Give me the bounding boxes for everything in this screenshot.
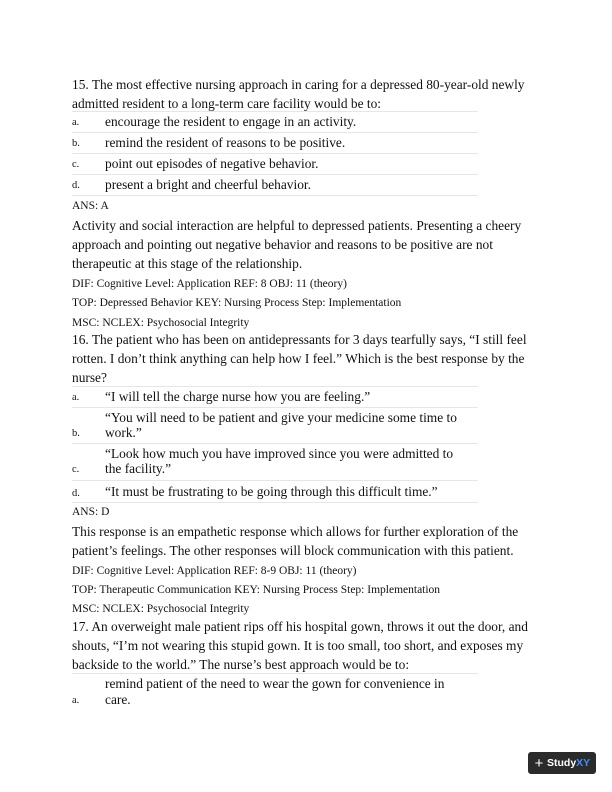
- q17-stem-line: 17. An overweight male patient rips off his hospital gown, throws it out the door, and: [72, 619, 528, 634]
- plus-icon: +: [534, 754, 544, 772]
- q15-option-a-letter: a.: [72, 117, 80, 128]
- q16-answer: ANS: D: [72, 506, 110, 518]
- divider: [72, 153, 478, 154]
- q16-rationale-line: This response is an empathetic response which allows for further exploration of the: [72, 524, 519, 539]
- q16-option-a-letter: a.: [72, 392, 80, 403]
- q16-option-c-letter: c.: [72, 464, 80, 475]
- divider: [72, 174, 478, 175]
- q15-option-b: remind the resident of reasons to be positive.: [105, 135, 346, 150]
- q17-option-a-line1: remind patient of the need to wear the gown for convenience in: [105, 676, 445, 691]
- divider: [72, 386, 478, 387]
- q16-option-c-line1: “Look how much you have improved since you were admitted to: [105, 446, 454, 461]
- q15-option-a: encourage the resident to engage in an activity.: [105, 114, 357, 129]
- q15-option-c: point out episodes of negative behavior.: [105, 156, 319, 171]
- divider: [72, 480, 478, 481]
- q16-option-b-line1: “You will need to be patient and give your medicine some time to: [105, 410, 457, 425]
- brand-study: Study: [547, 757, 577, 769]
- q15-rationale-line: therapeutic at this stage of the relationship.: [72, 256, 303, 271]
- q15-option-d: present a bright and cheerful behavior.: [105, 177, 311, 192]
- q15-option-b-letter: b.: [72, 138, 80, 149]
- q15-meta-msc: MSC: NCLEX: Psychosocial Integrity: [72, 317, 250, 329]
- q16-option-d: “It must be frustrating to be going through this difficult time.”: [105, 484, 438, 499]
- brand-xy: XY: [576, 757, 591, 769]
- q16-option-b-line2: work.”: [105, 425, 142, 440]
- divider: [72, 407, 478, 408]
- q15-stem-line1: 15. The most effective nursing approach in caring for a depressed 80-year-old newly: [72, 77, 525, 92]
- q15-option-c-letter: c.: [72, 159, 80, 170]
- q16-stem-line: rotten. I don’t think anything can help how I feel.” Which is the best response by the: [72, 351, 525, 366]
- q15-rationale-line: approach and pointing out negative behavior and reasons to be positive are not: [72, 237, 493, 252]
- q15-meta-top: TOP: Depressed Behavior KEY: Nursing Process Step: Implementation: [72, 297, 402, 309]
- q17-option-a-line2: care.: [105, 692, 131, 707]
- q15-rationale-line: Activity and social interaction are helpful to depressed patients. Presenting a cheery: [72, 218, 522, 233]
- q15-meta-dif: DIF: Cognitive Level: Application REF: 8 OBJ: 11 (theory): [72, 278, 347, 290]
- q15-answer: ANS: A: [72, 200, 109, 212]
- q16-option-b-letter: b.: [72, 428, 80, 439]
- q16-meta-msc: MSC: NCLEX: Psychosocial Integrity: [72, 603, 250, 615]
- q15-stem-line2: admitted resident to a long-term care facility would be to:: [72, 96, 381, 111]
- divider: [72, 195, 478, 196]
- q16-meta-dif: DIF: Cognitive Level: Application REF: 8-9 OBJ: 11 (theory): [72, 565, 357, 577]
- q16-stem-line: 16. The patient who has been on antidepressants for 3 days tearfully says, “I still feel: [72, 332, 527, 347]
- q16-stem-line: nurse?: [72, 370, 107, 385]
- divider: [72, 443, 478, 444]
- q16-option-a: “I will tell the charge nurse how you are feeling.”: [105, 389, 371, 404]
- q17-stem-line: shouts, “I’m not wearing this stupid gown. It is too small, too short, and exposes my: [72, 638, 524, 653]
- divider: [72, 673, 478, 674]
- q16-rationale-line: patient’s feelings. The other responses will block communication with this patient.: [72, 543, 514, 558]
- q15-option-d-letter: d.: [72, 180, 80, 191]
- divider: [72, 111, 478, 112]
- divider: [72, 132, 478, 133]
- q16-option-d-letter: d.: [72, 488, 80, 499]
- q17-stem-line: backside to the world.” The nurse’s best approach would be to:: [72, 657, 410, 672]
- q16-option-c-line2: the facility.”: [105, 461, 172, 476]
- q16-meta-top: TOP: Therapeutic Communication KEY: Nursing Process Step: Implementation: [72, 584, 441, 596]
- q17-option-a-letter: a.: [72, 695, 80, 706]
- divider: [72, 502, 478, 503]
- studyxy-badge[interactable]: [528, 752, 596, 774]
